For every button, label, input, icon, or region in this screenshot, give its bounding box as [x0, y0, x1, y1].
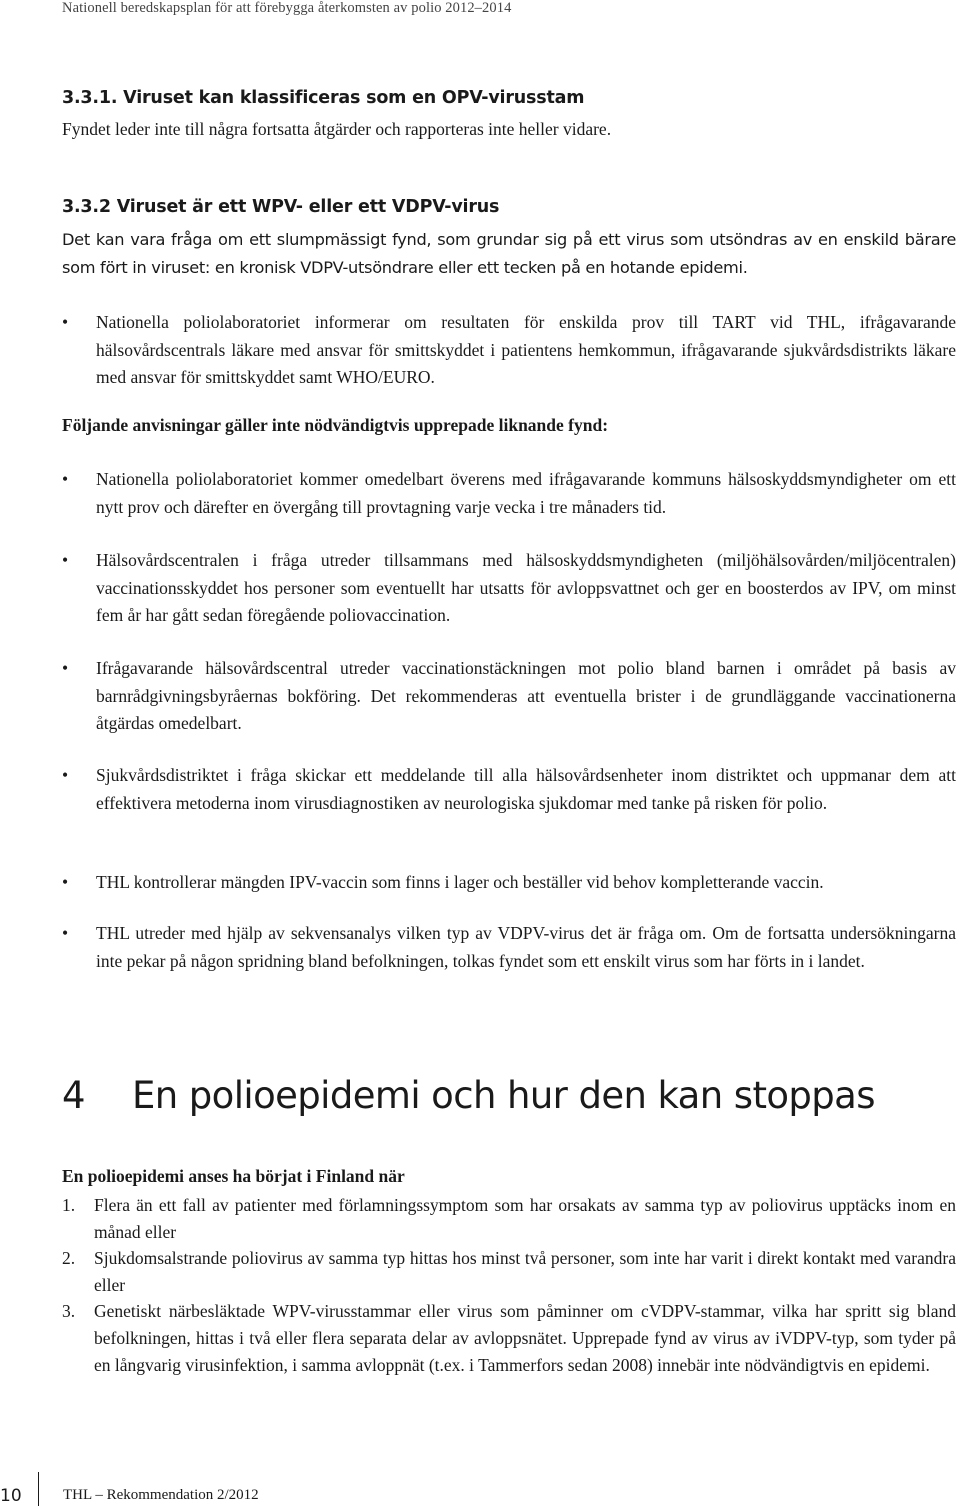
bullet-icon: •: [62, 312, 69, 332]
guidance-item: [62, 547, 956, 630]
guidance-lead: Följande anvisningar gäller inte nödvändigtvis upprepade liknande fynd:: [62, 415, 609, 435]
page-number: 10: [0, 1486, 22, 1506]
chapter-heading: [62, 1074, 875, 1117]
guidance-item-text: Hälsovårdscentralen i fråga utreder tillsammans med hälsoskyddsmyndigheten (miljöhälsovården/miljöcentralen) vaccinationsskyddet hos personer som eventuellt har utsatts för avloppsvattnet och ger en boosterdos av IPV, om minst fem år har gått sedan föregående poliovaccination.: [96, 550, 956, 625]
guidance-item: [62, 869, 956, 897]
footer-publication: THL – Rekommendation 2/2012: [63, 1487, 259, 1503]
bullet-icon: •: [62, 658, 69, 678]
section-3-3-1-text: Fyndet leder inte till några fortsatta åtgärder och rapporteras inte heller vidare.: [62, 119, 612, 139]
bullet-icon: •: [62, 469, 69, 489]
guidance-item-text: Sjukvårdsdistriktet i fråga skickar ett meddelande till alla hälsovårdsenheter inom distriktet och uppmanar dem att effektivera metoderna inom virusdiagnostiken av neurologiska sjukdomar med tanke på risken för polio.: [96, 765, 956, 813]
guidance-item-text: Nationella poliolaboratoriet kommer omedelbart överens med ifrågavarande kommuns hälsoskyddsmyndigheter om ett nytt prov och därefter en övergång till provtagning varje vecka i tre månaders tid.: [96, 469, 956, 517]
numbered-item-text: Sjukdomsalstrande poliovirus av samma typ hittas hos minst två personer, som inte har varit i direkt kontakt med varandra eller: [94, 1248, 956, 1295]
bullet-icon: •: [62, 765, 69, 785]
section-3-3-2-intro: [62, 226, 956, 281]
footer-divider: [38, 1472, 39, 1506]
chapter-title: En polioepidemi och hur den kan stoppas: [132, 1074, 875, 1117]
guidance-item: [62, 466, 956, 521]
item-marker: 3.: [62, 1301, 76, 1321]
chapter-number: 4: [62, 1074, 85, 1117]
guidance-item-text: THL utreder med hjälp av sekvensanalys vilken typ av VDPV-virus det är fråga om. Om de fortsatta undersökningarna inte pekar på någon spridning bland befolkningen, tolkas fyndet som ett enskilt virus som har förts in i landet.: [96, 923, 956, 971]
bullet-item: [62, 309, 956, 392]
bullet-icon: •: [62, 923, 69, 943]
guidance-item-text: THL kontrollerar mängden IPV-vaccin som finns i lager och beställer vid behov kompletterande vaccin.: [96, 872, 824, 892]
section-3-3-2-intro-text: Det kan vara fråga om ett slumpmässigt fynd, som grundar sig på ett virus som utsöndras av en enskild bärare som fört in viruset: en kronisk VDPV-utsöndrare eller ett tecken på en hotande epidemi.: [62, 230, 956, 277]
bullet-icon: •: [62, 550, 69, 570]
guidance-item-text: Ifrågavarande hälsovårdscentral utreder vaccinationstäckningen mot polio bland barnen i området på basis av barnrådgivningsbyråernas bokföring. Det rekommenderas att eventuella brister i de grundläggande vaccinationerna åtgärdas omedelbart.: [96, 658, 956, 733]
item-marker: 2.: [62, 1248, 76, 1268]
numbered-item-text: Genetiskt närbesläktade WPV-virusstammar eller virus som påminner om cVDPV-stammar, vilka har spritt sig bland befolkningen, hittas i två eller flera separata delar av avloppsnätet. Upprepade fynd av virus av iVDPV-typ, som tyder på en långvarig virusinfektion, i samma avloppnät (t.ex. i Tammerfors sedan 2008) innebär inte nödvändigtvis en epidemi.: [94, 1301, 956, 1375]
numbered-item-text: Flera än ett fall av patienter med förlamningssymptom som har orsakats av samma typ av poliovirus upptäcks inom en månad eller: [94, 1195, 956, 1242]
bullet-icon: •: [62, 872, 69, 892]
guidance-item: [62, 762, 956, 817]
guidance-item: [62, 920, 956, 975]
bullet-text: Nationella poliolaboratoriet informerar om resultaten för enskilda prov till TART vid THL, ifrågavarande hälsovårdscentrals läkare med ansvar för smittskyddet i patientens hemkommun, ifrågavarande sjukvårdsdistrikts läkare med ansvar för smittskyddet samt WHO/EURO.: [96, 312, 956, 387]
running-header: Nationell beredskapsplan för att förebygga återkomsten av polio 2012–2014: [62, 0, 512, 16]
numbered-item: [62, 1245, 956, 1299]
section-heading-3-3-1: 3.3.1. Viruset kan klassificeras som en OPV-virusstam: [62, 88, 585, 108]
numbered-item: [62, 1192, 956, 1246]
epidemic-lead: En polioepidemi anses ha börjat i Finland när: [62, 1166, 405, 1186]
section-heading-3-3-2: 3.3.2 Viruset är ett WPV- eller ett VDPV-virus: [62, 197, 500, 217]
numbered-item: [62, 1298, 956, 1379]
guidance-item: [62, 655, 956, 738]
item-marker: 1.: [62, 1195, 76, 1215]
